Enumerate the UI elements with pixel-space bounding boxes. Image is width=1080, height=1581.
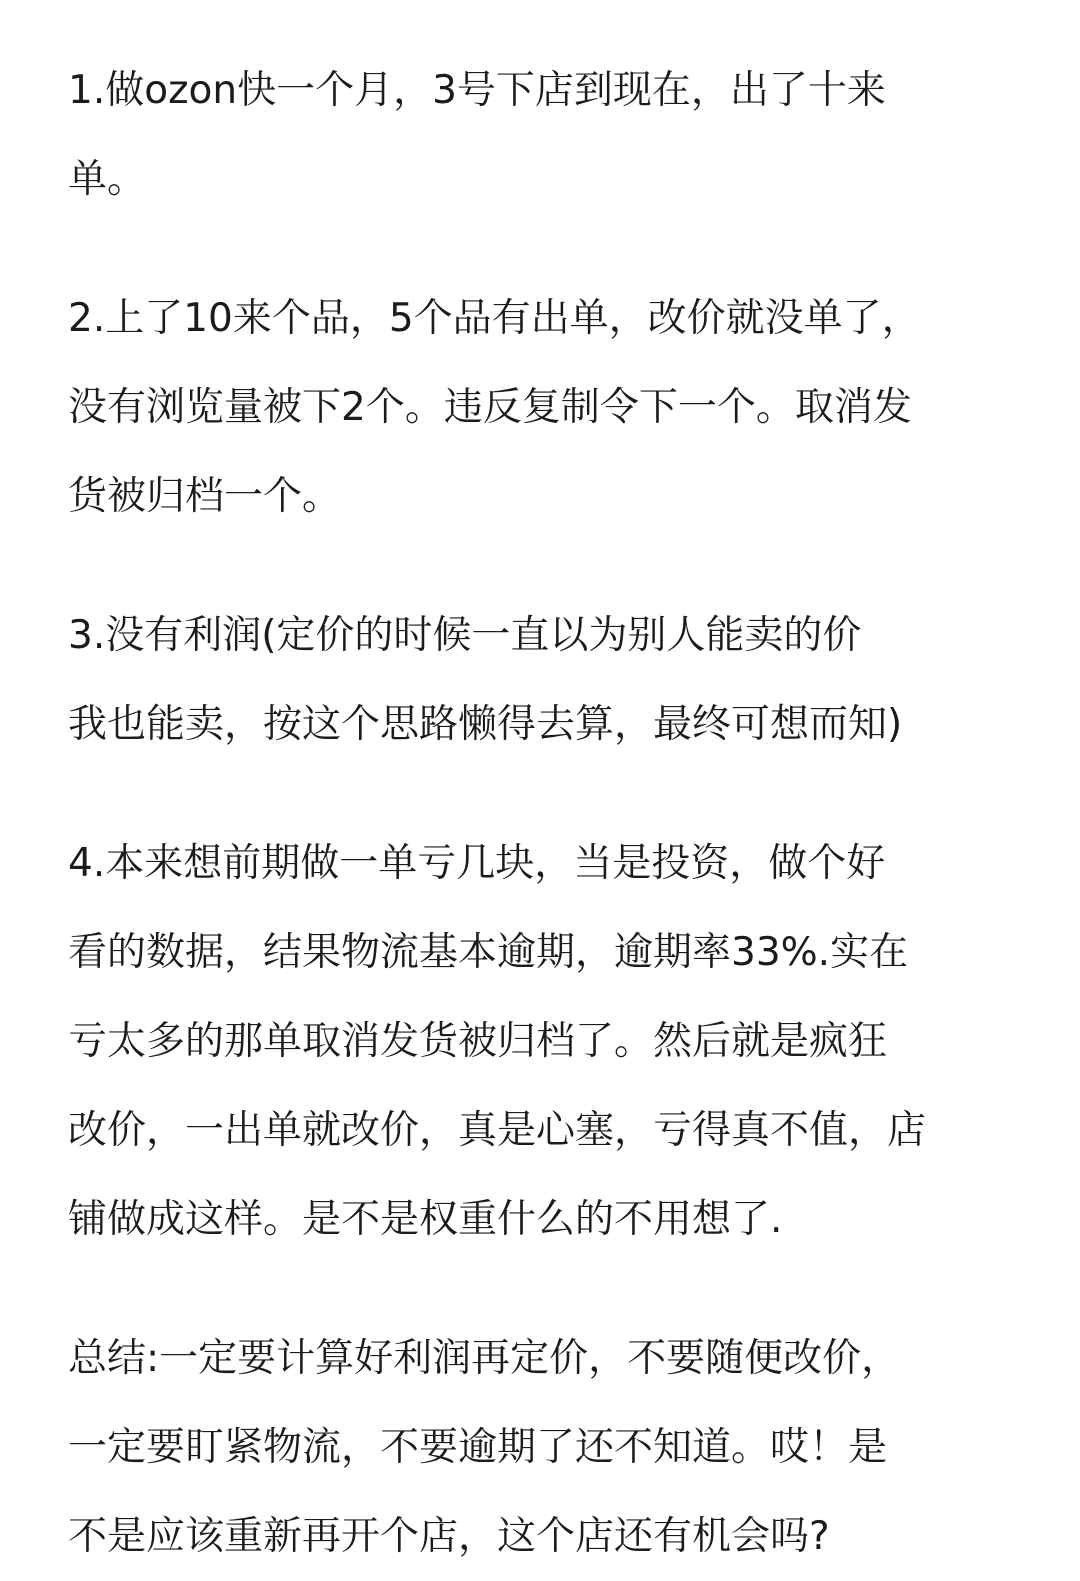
text-line: 亏太多的那单取消发货被归档了。然后就是疯狂 <box>68 1019 888 1064</box>
text-line: 一定要盯紧物流，不要逾期了还不知道。哎！是 <box>68 1425 888 1470</box>
text-line: 改价，一出单就改价，真是心塞，亏得真不值，店 <box>68 1108 927 1153</box>
text-line: 我也能卖，按这个思路懒得去算，最终可想而知) <box>68 702 903 747</box>
text-line: 1.做ozon快一个月，3号下店到现在，出了十来 <box>68 68 886 113</box>
text-line: 没有浏览量被下2个。违反复制令下一个。取消发 <box>68 385 912 430</box>
text-line: 看的数据，结果物流基本逾期，逾期率33%.实在 <box>68 930 909 975</box>
text-line: 单。 <box>68 157 147 202</box>
summary-paragraph <box>68 1314 1018 1581</box>
text-line: 不是应该重新再开个店，这个店还有机会吗? <box>68 1514 830 1559</box>
paragraph-3 <box>68 591 1018 769</box>
text-line: 4.本来想前期做一单亏几块，当是投资，做个好 <box>68 841 886 886</box>
article-body <box>68 46 1018 1581</box>
text-line: 3.没有利润(定价的时候一直以为别人能卖的价 <box>68 613 862 658</box>
text-line: 总结:一定要计算好利润再定价，不要随便改价， <box>68 1336 901 1381</box>
paragraph-4 <box>68 819 1018 1264</box>
paragraph-1 <box>68 46 1018 224</box>
text-line: 2.上了10来个品，5个品有出单，改价就没单了， <box>68 296 921 341</box>
text-line: 货被归档一个。 <box>68 474 342 519</box>
text-line: 铺做成这样。是不是权重什么的不用想了. <box>68 1197 783 1242</box>
paragraph-2 <box>68 274 1018 541</box>
